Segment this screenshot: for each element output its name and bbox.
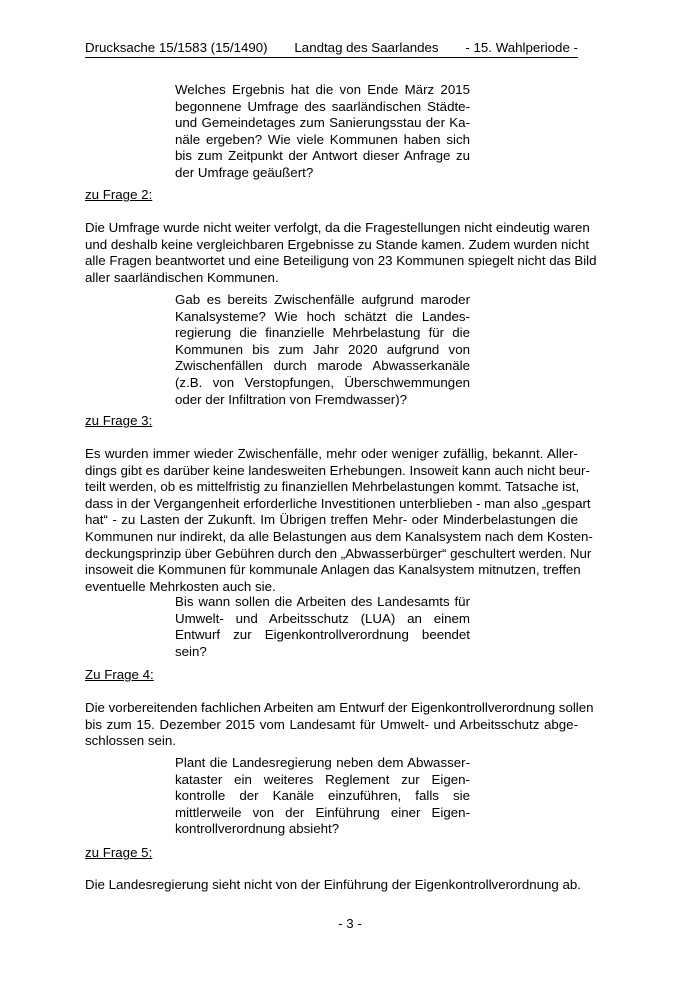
question-line: Welches Ergebnis hat die von Ende März 2015 <box>175 82 470 97</box>
answer-line: hat“ - zu Lasten der Zukunft. Im Übrigen treffen Mehr- oder Minderbelastungen die <box>85 512 578 528</box>
answer-line: teilt werden, ob es mittelfristig zu finanziellen Mehrbelastungen kommt. Tatsache ist, <box>85 479 580 495</box>
question-5 <box>175 755 470 838</box>
answer-line: dass in der Vergangenheit erforderliche Investitionen unterblieben - man also „gespart <box>85 495 591 511</box>
question-line: Umwelt- und Arbeitsschutz (LUA) an einem <box>175 610 470 626</box>
answer-line: Es wurden immer wieder Zwischenfälle, mehr oder weniger zufällig, bekannt. Aller- <box>85 446 578 461</box>
question-line: Zwischenfällen durch marode Abwasserkanäle <box>175 358 470 374</box>
question-3 <box>175 292 470 408</box>
answer-3 <box>85 446 593 595</box>
question-line: oder der Infiltration von Fremdwasser)? <box>175 391 408 407</box>
question-4 <box>175 594 470 660</box>
question-line: (z.B. von Verstopfungen, Überschwemmungen <box>175 374 470 390</box>
question-line: und Gemeindetages zum Sanierungsstau der Ka- <box>175 115 470 131</box>
question-line: sein? <box>175 643 207 659</box>
answer-line: Die Landesregierung sieht nicht von der Einführung der Eigenkontrollverordnung ab. <box>85 877 581 892</box>
question-line: begonnene Umfrage des saarländischen Städte- <box>175 98 470 114</box>
answer-line: Kommunen nur indirekt, da alle Belastungen aus dem Kanalsystem nach dem Kosten- <box>85 528 593 544</box>
header-landtag: Landtag des Saarlandes <box>294 40 439 55</box>
answer-2 <box>85 220 597 286</box>
question-1 <box>175 82 470 182</box>
answer-line: bis zum 15. Dezember 2015 vom Landesamt für Umwelt- und Arbeitsschutz abge- <box>85 716 578 732</box>
answer-label-5: zu Frage 5: <box>85 845 153 860</box>
answer-line: schlossen sein. <box>85 733 176 749</box>
question-line: Plant die Landesregierung neben dem Abwasser- <box>175 755 470 770</box>
answer-line: insoweit die Kommunen für kommunale Anlagen das Kanalsystem mitnutzen, treffen <box>85 562 581 578</box>
question-line: kontrollverordnung absieht? <box>175 821 340 837</box>
answer-line: dings gibt es darüber keine landesweiten Erhebungen. Insoweit kann auch nicht beur- <box>85 462 590 478</box>
answer-4 <box>85 700 594 750</box>
answer-label-2: zu Frage 2: <box>85 187 153 202</box>
answer-line: und deshalb keine vergleichbaren Ergebnisse zu Stande kamen. Zudem wurden nicht <box>85 236 590 252</box>
header-drucksache: Drucksache 15/1583 (15/1490) <box>85 40 268 55</box>
answer-line: aller saarländischen Kommunen. <box>85 269 279 285</box>
answer-line: alle Fragen beantwortet und eine Beteiligung von 23 Kommunen spiegelt nicht das Bild <box>85 253 597 269</box>
question-line: regierung die finanzielle Mehrbelastung für die <box>175 325 470 341</box>
question-line: kataster ein weiteres Reglement zur Eigen- <box>175 771 470 787</box>
question-line: Kommunen bis zum Jahr 2020 aufgrund von <box>175 341 470 357</box>
page-header <box>85 40 578 58</box>
answer-line: eventuelle Mehrkosten auch sie. <box>85 578 276 594</box>
answer-5 <box>85 877 581 894</box>
header-wahlperiode: - 15. Wahlperiode - <box>465 40 578 55</box>
answer-line: Die Umfrage wurde nicht weiter verfolgt, da die Fragestellungen nicht eindeutig waren <box>85 220 590 235</box>
question-line: der Umfrage geäußert? <box>175 164 314 180</box>
question-line: kontrolle der Kanäle einzuführen, falls sie <box>175 788 470 804</box>
question-line: mittlerweile von der Einführung einer Eigen- <box>175 804 470 820</box>
question-line: Bis wann sollen die Arbeiten des Landesamts für <box>175 594 470 609</box>
question-line: Entwurf zur Eigenkontrollverordnung beendet <box>175 627 470 643</box>
answer-label-3: zu Frage 3: <box>85 413 153 428</box>
question-line: bis zum Zeitpunkt der Antwort dieser Anfrage zu <box>175 148 470 164</box>
page-number: - 3 - <box>338 916 362 931</box>
question-line: Kanalsysteme? Wie hoch schätzt die Landes- <box>175 308 470 324</box>
question-line: näle ergeben? Wie viele Kommunen haben sich <box>175 131 470 147</box>
question-line: Gab es bereits Zwischenfälle aufgrund maroder <box>175 292 470 307</box>
answer-label-4: Zu Frage 4: <box>85 667 154 682</box>
answer-line: Die vorbereitenden fachlichen Arbeiten am Entwurf der Eigenkontrollverordnung sollen <box>85 700 594 715</box>
answer-line: deckungsprinzip über Gebühren durch den „Abwasserbürger“ geschultert werden. Nur <box>85 545 592 561</box>
